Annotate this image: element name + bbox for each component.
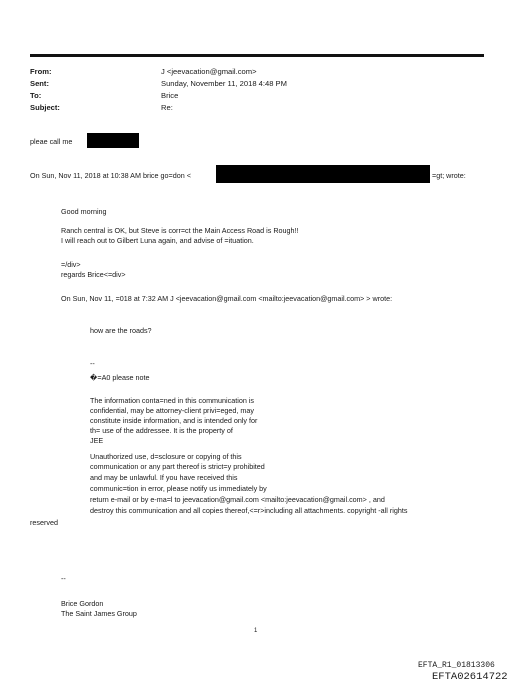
separator-dashes: -- xyxy=(90,359,95,368)
disclaimer-line: communication or any part thereof is strict=y prohibited xyxy=(90,462,265,471)
signature-name: Brice Gordon xyxy=(61,599,104,608)
from-value: J <jeevacation@gmail.com> xyxy=(161,67,257,76)
signature-dashes: -- xyxy=(61,574,66,583)
to-value: Brice xyxy=(161,91,179,100)
disclaimer-line: th= use of the addressee. It is the property of xyxy=(90,426,233,435)
sent-label: Sent: xyxy=(30,79,49,88)
signature-org: The Saint James Group xyxy=(61,609,137,618)
footer-id-1: EFTA_R1_01813306 xyxy=(418,661,495,670)
reserved-text: reserved xyxy=(30,518,58,527)
header-rule xyxy=(30,54,484,57)
page-number: 1 xyxy=(254,628,258,634)
quote2-text: On Sun, Nov 11, =018 at 7:32 AM J <jeevacation@gmail.com <mailto:jeevacation@gmail.com> > wrote: xyxy=(61,294,393,303)
disclaimer-line: The information conta=ned in this communication is xyxy=(90,396,254,405)
please-call-text: pleae call me xyxy=(30,137,73,146)
sent-value: Sunday, November 11, 2018 4:48 PM xyxy=(161,79,287,88)
disclaimer-line: and may be unlawful. If you have received this xyxy=(90,473,238,482)
disclaimer-line: communic=tion in error, please notify us immediately by xyxy=(90,484,267,493)
disclaimer-line: return e-mail or by e-ma=l to jeevacation@gmail.com <mailto:jeevacation@gmail.com> , and xyxy=(90,495,385,504)
disclaimer-line: Unauthorized use, d=sclosure or copying of this xyxy=(90,452,242,461)
quote1-prefix: On Sun, Nov 11, 2018 at 10:38 AM brice go=don < xyxy=(30,171,191,180)
quote1-suffix: =gt; wrote: xyxy=(432,171,466,180)
body-line-2: I will reach out to Gilbert Luna again, and advise of =ituation. xyxy=(61,236,254,245)
redaction-box xyxy=(216,165,430,183)
disclaimer-line: confidential, may be attorney-client privi=eged, may xyxy=(90,406,254,415)
redaction-box xyxy=(87,133,139,148)
regards-text: regards Brice<=div> xyxy=(61,270,126,279)
footer-id-2: EFTA02614722 xyxy=(432,671,508,683)
to-label: To: xyxy=(30,91,42,100)
greeting-text: Good morning xyxy=(61,207,107,216)
disclaimer-line: JEE xyxy=(90,436,104,445)
body-line-1: Ranch central is OK, but Steve is corr=ct the Main Access Road is Rough!! xyxy=(61,226,299,235)
subject-label: Subject: xyxy=(30,103,60,112)
please-note-text: �=A0 please note xyxy=(90,373,150,382)
from-label: From: xyxy=(30,67,52,76)
disclaimer-line: constitute inside information, and is intended only for xyxy=(90,416,258,425)
disclaimer-line: destroy this communication and all copies thereof,<=r>including all attachments. copyright -all rights xyxy=(90,506,408,515)
subject-value: Re: xyxy=(161,103,173,112)
question-text: how are the roads? xyxy=(90,326,152,335)
div-close-text: =/div> xyxy=(61,260,81,269)
